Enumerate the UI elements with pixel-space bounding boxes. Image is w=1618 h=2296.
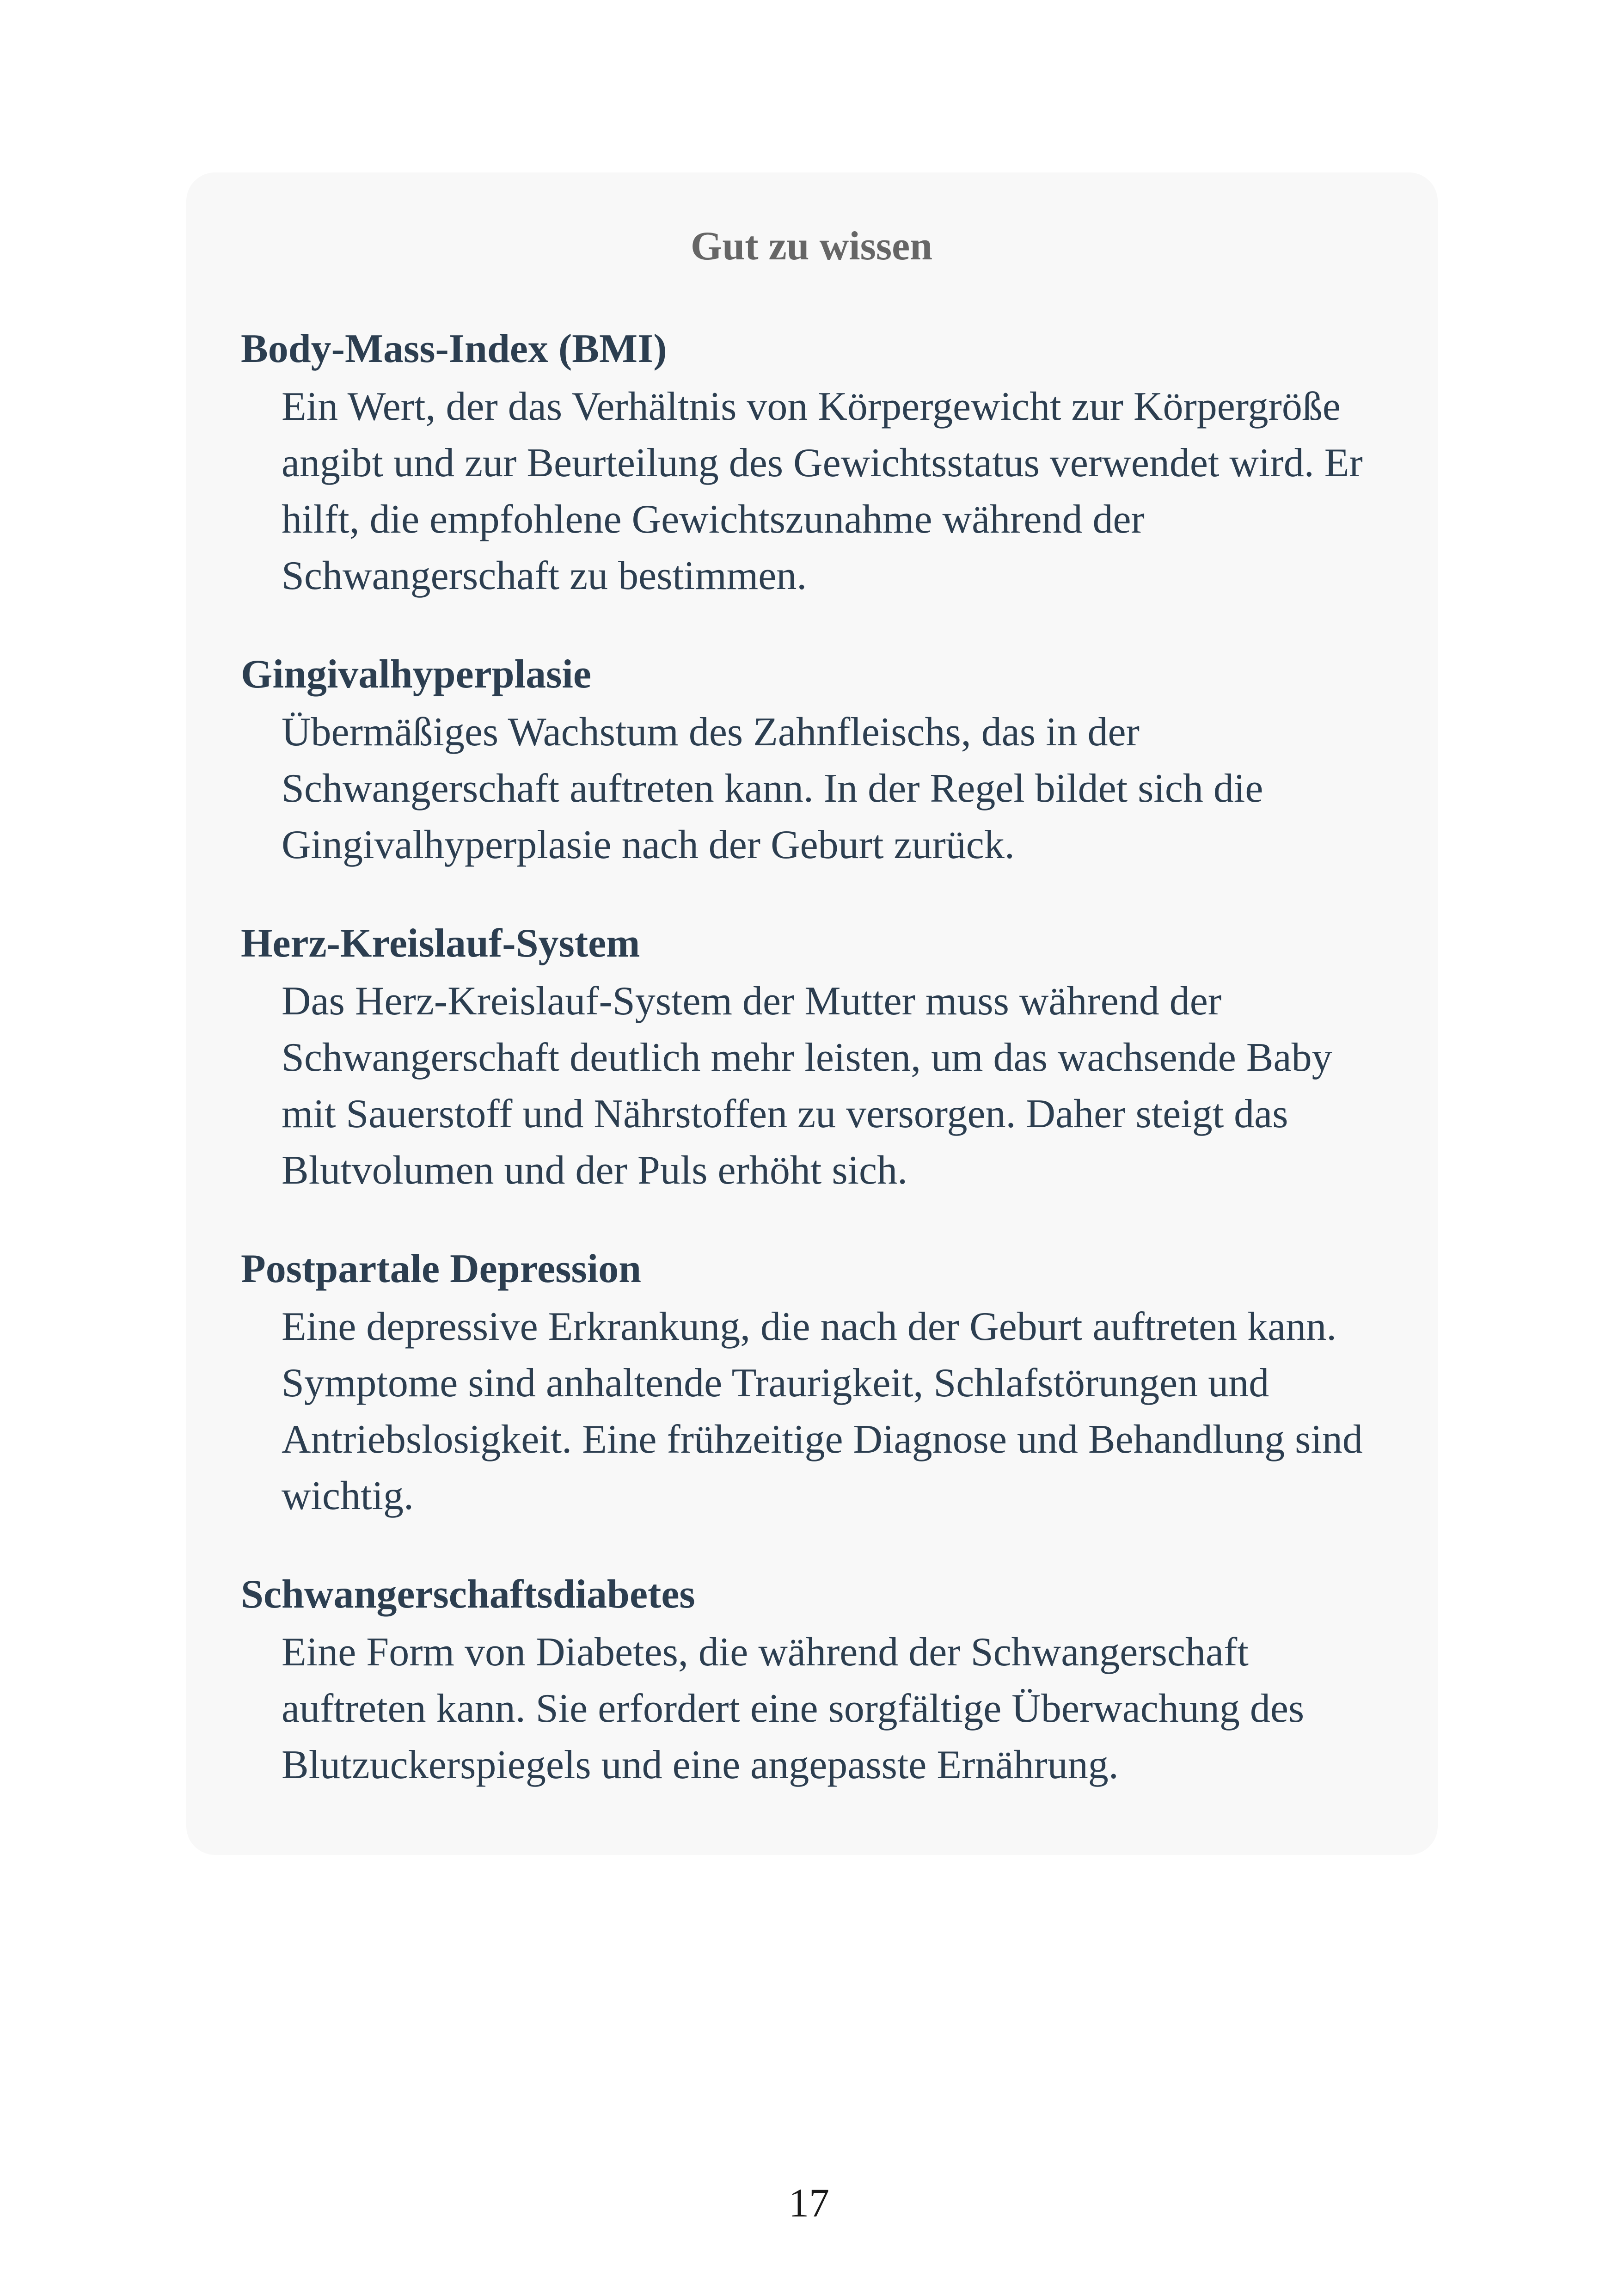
term-description: Eine depressive Erkrankung, die nach der Geburt auftreten kann. Symptome sind anhaltende Traurigkeit, Schlafstörungen und Antriebslosigkeit. Eine frühzeitige Diagnose und Behandlung sind wichtig.: [282, 1304, 1363, 1518]
term-description: Ein Wert, der das Verhältnis von Körpergewicht zur Körpergröße angibt und zur Beurteilung des Gewichtsstatus verwendet wird. Er hilft, die empfohlene Gewichtszunahme während der Schwangerschaft zu bestimmen.: [282, 384, 1363, 598]
term-bmi: [241, 325, 1382, 604]
term-title: Postpartale Depression: [241, 1246, 642, 1291]
term-postpartale-depression: [241, 1245, 1382, 1524]
term-title: Schwangerschaftsdiabetes: [241, 1572, 695, 1617]
term-title: Gingivalhyperplasie: [241, 652, 591, 697]
box-title: Gut zu wissen: [690, 224, 933, 269]
term-schwangerschaftsdiabetes: [241, 1571, 1382, 1793]
term-herz-kreislauf-system: [241, 920, 1382, 1199]
term-title: Body-Mass-Index (BMI): [241, 326, 667, 371]
term-gingivalhyperplasie: [241, 651, 1382, 873]
term-description: Das Herz-Kreislauf-System der Mutter muss während der Schwangerschaft deutlich mehr leisten, um das wachsende Baby mit Sauerstoff und Nährstoffen zu versorgen. Daher steigt das Blutvolumen und der Puls erhöht sich.: [282, 979, 1332, 1193]
info-box: [186, 172, 1438, 1855]
page-number: 17: [789, 2181, 829, 2226]
term-description: Eine Form von Diabetes, die während der Schwangerschaft auftreten kann. Sie erfordert eine sorgfältige Überwachung des Blutzuckerspiegels und eine angepasste Ernährung.: [282, 1630, 1305, 1787]
term-title: Herz-Kreislauf-System: [241, 921, 640, 966]
term-description: Übermäßiges Wachstum des Zahnfleischs, das in der Schwangerschaft auftreten kann. In der Regel bildet sich die Gingivalhyperplasie nach der Geburt zurück.: [282, 710, 1263, 867]
